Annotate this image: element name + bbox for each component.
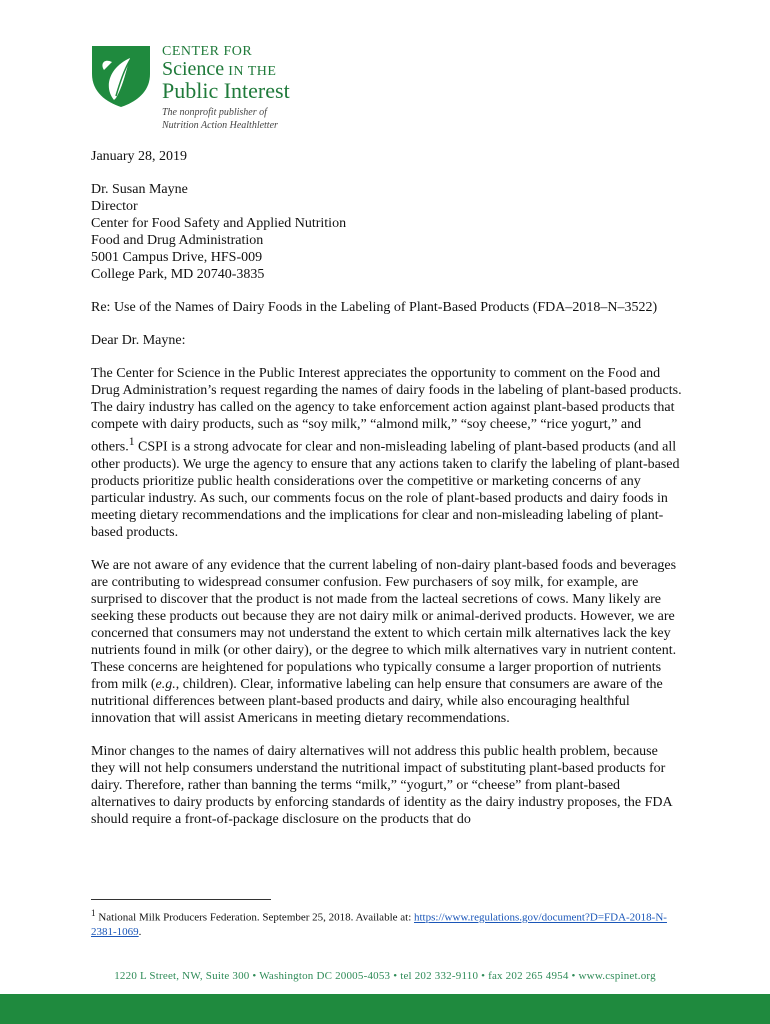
paragraph-2-text-b: , children). Clear, informative labeling can help ensure that consumers are aware of the nutritional differences between plant-based products and dairy, while also encouraging healthful innovation that will assist Americans in meeting dietary recommendations. [91, 676, 663, 726]
footnote-text: National Milk Producers Federation. September 25, 2018. Available at: [95, 911, 414, 924]
address-line: Dr. Susan Mayne [91, 182, 188, 197]
logo-tagline [162, 106, 278, 132]
paragraph-2 [91, 557, 683, 727]
address-line: 5001 Campus Drive, HFS-009 [91, 250, 263, 265]
footnote-divider [91, 899, 271, 900]
paragraph-3: Minor changes to the names of dairy alternatives will not address this public health problem, because they will not help consumers understand the nutritional impact of substituting plant-based products for dairy. Therefore, rather than banning the terms “milk,” “yogurt,” or “cheese” from plant-based alternatives to dairy products by enforcing standards of identity as the dairy industry proposes, the FDA should require a front-of-package disclosure on the products that do [91, 743, 672, 827]
cspi-logo [90, 44, 350, 134]
recipient-address [91, 181, 683, 283]
subject-line: Re: Use of the Names of Dairy Foods in the Labeling of Plant-Based Products (FDA–2018–N–3522) [91, 300, 658, 315]
salutation: Dear Dr. Mayne: [91, 333, 186, 348]
footnote-link[interactable]: https://www.regulations.gov/document?D=FDA-2018-N-2381-1069 [91, 911, 667, 938]
paragraph-1-text-a: The Center for Science in the Public Interest appreciates the opportunity to comment on the Food and Drug Administration’s request regarding the names of dairy foods in the labeling of plant-based products. The dairy industry has called on the agency to take enforcement action against plant-based products that compete with dairy products, such as “soy milk,” “almond milk,” “soy cheese,” “rice yogurt,” and others. [91, 366, 682, 455]
logo-line-3: Public Interest [162, 78, 290, 103]
logo-line-1: CENTER FOR [162, 44, 253, 59]
logo-in-the: IN THE [224, 64, 277, 79]
address-line: College Park, MD 20740-3835 [91, 267, 265, 282]
paragraph-1 [91, 365, 683, 541]
logo-science: Science [162, 58, 225, 80]
letter-body [91, 148, 683, 844]
footnote-marker: 1 [91, 908, 96, 918]
footnote-end: . [138, 925, 142, 938]
footer-address: 1220 L Street, NW, Suite 300 • Washington DC 20005-4053 • tel 202 332-9110 • fax 202 265 4954 • www.cspinet.org [114, 970, 656, 982]
paragraph-1-text-b: CSPI is a strong advocate for clear and non-misleading labeling of plant-based products (and all other products). We urge the agency to ensure that any actions taken to clarify the labeling of plant-based products prioritize public health considerations over the competitive or marketing concerns of any particular industry. As such, our comments focus on the role of plant-based products and dairy foods in meeting dietary recommendations and the implications for clear and non-misleading labeling of plant-based products. [91, 439, 680, 540]
paragraph-2-text-a: We are not aware of any evidence that the current labeling of non-dairy plant-based foods and beverages are contributing to widespread consumer confusion. Few purchasers of soy milk, for example, are surprised to discover that the product is not made from the lacteal secretions of cows. Many likely are seeking these products out because they are not dairy milk or animal-derived products. However, we are concerned that consumers may not understand the extent to which certain milk alternatives lack the key nutrients found in milk (or other dairy), or the degree to which milk alternatives vary in nutrient content. These concerns are heightened for populations who typically consume a larger proportion of nutrients from milk ( [91, 557, 677, 692]
address-line: Center for Food Safety and Applied Nutrition [91, 216, 347, 231]
leaf-shield-icon [90, 44, 152, 108]
paragraph-2-emphasis: e.g. [155, 676, 176, 692]
footnote-ref: 1 [128, 435, 135, 448]
footnote [91, 906, 683, 939]
letter-date: January 28, 2019 [91, 149, 188, 164]
tagline-line-1: The nonprofit publisher of [162, 107, 267, 118]
tagline-line-2: Nutrition Action Healthletter [162, 120, 278, 131]
footer-bar [0, 994, 770, 1024]
address-line: Director [91, 199, 138, 214]
address-line: Food and Drug Administration [91, 233, 264, 248]
